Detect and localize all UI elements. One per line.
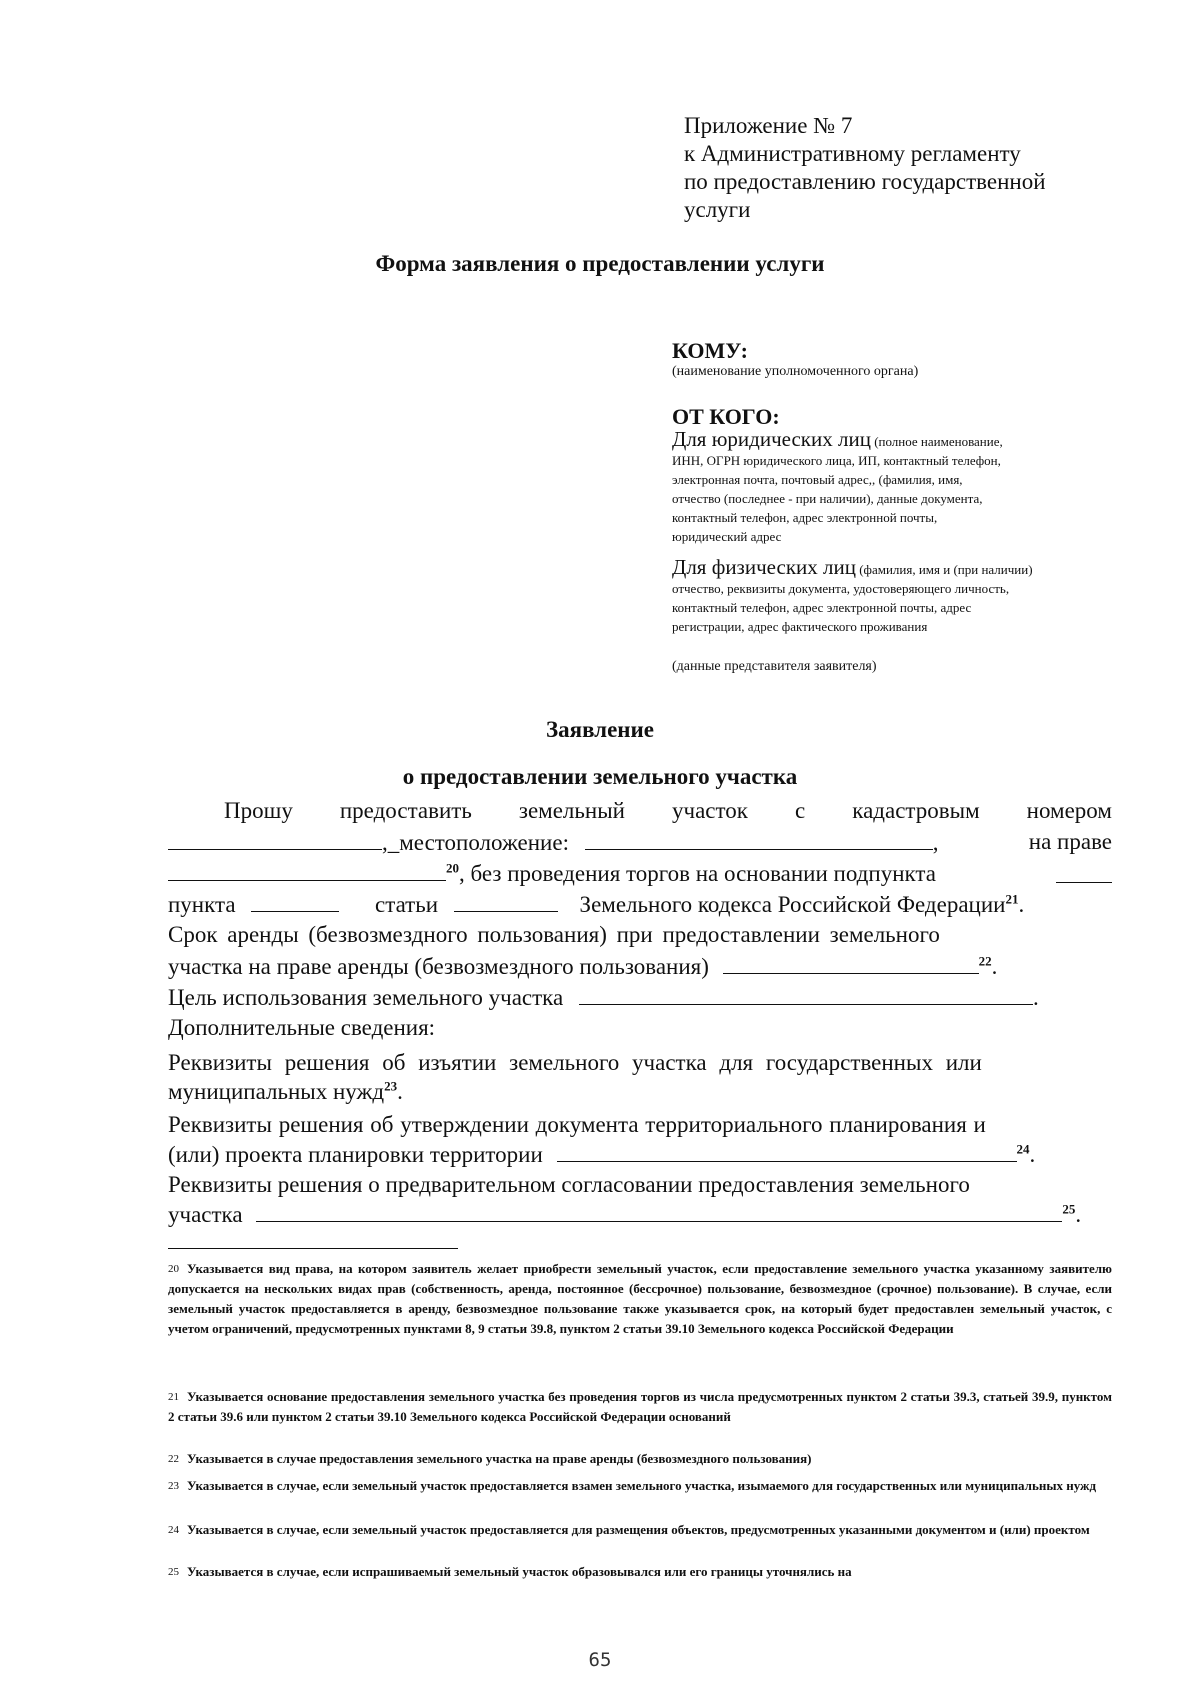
article-label: статьи bbox=[375, 892, 439, 917]
body-line-11 bbox=[168, 1110, 1112, 1139]
sender-legal-text: отчество (последнее - при наличии), данные документа, bbox=[672, 491, 983, 506]
purpose-field[interactable] bbox=[579, 982, 1033, 1005]
page-number: 65 bbox=[588, 1649, 612, 1671]
period: . bbox=[1075, 1202, 1082, 1227]
sender-legal-block bbox=[672, 427, 1122, 546]
sender-phys-text: регистрации, адрес фактического проживания bbox=[672, 619, 928, 634]
right-type-field[interactable] bbox=[168, 858, 446, 881]
footnote-ref: 21 bbox=[1005, 891, 1019, 907]
purpose-label: Цель использования земельного участка bbox=[168, 985, 564, 1010]
footnote-text: Указывается в случае предоставления земельного участка на праве аренды (безвозмездного пользования) bbox=[187, 1451, 812, 1466]
lease-term-field[interactable] bbox=[723, 951, 979, 974]
body-line-5 bbox=[168, 920, 1112, 949]
body-line-12 bbox=[168, 1139, 1112, 1169]
body-line-10 bbox=[168, 1077, 1112, 1106]
footnote-text: Указывается вид права, на котором заявитель желает приобрести земельный участок, если предоставление земельного участка указанному заявителю допускается на нескольких видах прав (собственность, аренда, постоянное (бессрочное) пользование, безвозмездное (срочное) пользование). В случае, если земельный участок предоставляется в аренду, безвозмездное пользование также указывается срок, на который будет предоставлен земельный участок, с учетом ограничений, предусмотренных пунктами 8, 9 статьи 39.8, пунктом 2 статьи 39.10 Земельного кодекса Российской Федерации bbox=[168, 1261, 1112, 1336]
lease-right-text: участка на праве аренды (безвозмездного пользования) bbox=[168, 954, 709, 979]
sender-phys-lead: Для физических лиц bbox=[672, 555, 856, 579]
period: . bbox=[1029, 1142, 1036, 1167]
footnote-22 bbox=[168, 1449, 1112, 1469]
body-word: участок bbox=[672, 798, 748, 823]
body-word: земельный bbox=[518, 798, 625, 823]
seizure-decision-text: Реквизиты решения об изъятии земельного участка для государственных или bbox=[168, 1050, 982, 1075]
body-word: кадастровым bbox=[852, 798, 980, 823]
sender-physical-block bbox=[672, 555, 1122, 636]
body-line-8 bbox=[168, 1013, 1112, 1042]
representative-note: (данные представителя заявителя) bbox=[672, 659, 877, 674]
article-field[interactable] bbox=[454, 889, 558, 912]
sender-phys-text: контактный телефон, адрес электронной почты, адрес bbox=[672, 600, 972, 615]
preliminary-approval-text: Реквизиты решения о предварительном согласовании предоставления земельного bbox=[168, 1172, 970, 1197]
municipal-needs-text: муниципальных нужд bbox=[168, 1079, 385, 1104]
application-subtitle: о предоставлении земельного участка bbox=[402, 764, 798, 789]
comma: , bbox=[932, 830, 939, 855]
body-line-3 bbox=[168, 858, 1112, 888]
planning-project-text: (или) проекта планировки территории bbox=[168, 1142, 543, 1167]
footnote-21 bbox=[168, 1387, 1112, 1427]
body-word: с bbox=[795, 798, 806, 823]
body-word: номером bbox=[1026, 798, 1112, 823]
body-line-4 bbox=[168, 889, 1112, 919]
subpoint-field[interactable] bbox=[1056, 860, 1112, 883]
footnote-text: Указывается в случае, если испрашиваемый земельный участок образовывался или его границы уточнялись на bbox=[187, 1564, 852, 1579]
footnote-text: Указывается в случае, если земельный участок предоставляется для размещения объектов, предусмотренных указанными документом и (или) проектом bbox=[187, 1522, 1090, 1537]
body-line-2 bbox=[168, 827, 1112, 857]
form-title: Форма заявления о предоставлении услуги bbox=[375, 251, 825, 276]
cadastral-number-field[interactable] bbox=[168, 827, 382, 850]
period: . bbox=[1018, 892, 1025, 917]
body-line-7 bbox=[168, 982, 1112, 1012]
footnote-text: Указывается в случае, если земельный участок предоставляется взамен земельного участка, изымаемого для государственных или муниципальных нужд bbox=[187, 1478, 1097, 1493]
planning-decision-text: Реквизиты решения об утверждении документа территориального планирования и bbox=[168, 1112, 986, 1137]
annex-line-2: к Административному регламенту bbox=[684, 141, 1021, 166]
sender-phys-text: (фамилия, имя и (при наличии) bbox=[855, 562, 1033, 577]
footnote-20 bbox=[168, 1259, 1112, 1339]
footnote-24 bbox=[168, 1520, 1112, 1540]
plot-label: участка bbox=[168, 1202, 243, 1227]
footnote-23 bbox=[168, 1476, 1112, 1496]
footnote-number: 25 bbox=[168, 1566, 179, 1578]
footnote-number: 21 bbox=[168, 1391, 179, 1403]
planning-decision-field[interactable] bbox=[557, 1139, 1017, 1162]
footnote-ref: 24 bbox=[1016, 1141, 1030, 1157]
location-label: ,_местоположение: bbox=[382, 830, 569, 855]
footnote-separator bbox=[168, 1248, 458, 1249]
body-line-1 bbox=[168, 796, 1112, 825]
point-field[interactable] bbox=[251, 889, 339, 912]
annex-header bbox=[684, 112, 1046, 224]
land-code-label: Земельного кодекса Российской Федерации bbox=[579, 892, 1006, 917]
sender-phys-text: отчество, реквизиты документа, удостоверяющего личность, bbox=[672, 581, 1010, 596]
footnote-ref: 25 bbox=[1062, 1201, 1076, 1217]
footnote-25 bbox=[168, 1562, 1112, 1582]
sender-legal-text: (полное наименование, bbox=[870, 434, 1003, 449]
sender-legal-text: электронная почта, почтовый адрес,, (фамилия, имя, bbox=[672, 472, 963, 487]
sender-heading: ОТ КОГО: bbox=[672, 404, 780, 429]
footnote-text: Указывается основание предоставления земельного участка без проведения торгов из числа предусмотренных пунктом 2 статьи 39.3, статьей 39.9, пунктом 2 статьи 39.6 или пунктом 2 статьи 39.10 Земельного кодекса Российской Федерации оснований bbox=[168, 1389, 1112, 1424]
annex-line-1: Приложение № 7 bbox=[684, 113, 853, 138]
tender-basis-text: , без проведения торгов на основании подпункта bbox=[459, 861, 936, 886]
period: . bbox=[991, 954, 998, 979]
footnote-ref: 20 bbox=[446, 860, 459, 876]
body-line-14 bbox=[168, 1199, 1112, 1229]
footnote-ref: 22 bbox=[978, 953, 992, 969]
application-title: Заявление bbox=[545, 717, 655, 742]
body-word: Прошу bbox=[224, 798, 293, 823]
body-line-9 bbox=[168, 1048, 1112, 1077]
additional-info-label: Дополнительные сведения: bbox=[168, 1015, 436, 1040]
recipient-note: (наименование уполномоченного органа) bbox=[672, 364, 919, 379]
annex-line-4: услуги bbox=[684, 197, 751, 222]
point-label: пункта bbox=[168, 892, 236, 917]
location-field[interactable] bbox=[585, 827, 933, 850]
footnote-number: 23 bbox=[168, 1480, 179, 1492]
sender-legal-text: контактный телефон, адрес электронной почты, bbox=[672, 510, 938, 525]
right-label: на праве bbox=[1028, 829, 1112, 854]
footnote-number: 22 bbox=[168, 1453, 179, 1465]
period: . bbox=[397, 1079, 403, 1104]
sender-legal-text: юридический адрес bbox=[672, 529, 782, 544]
sender-legal-lead: Для юридических лиц bbox=[672, 427, 871, 451]
footnote-number: 20 bbox=[168, 1263, 179, 1275]
body-line-13 bbox=[168, 1170, 1112, 1199]
preliminary-approval-field[interactable] bbox=[256, 1199, 1062, 1222]
body-word: предоставить bbox=[339, 798, 472, 823]
annex-line-3: по предоставлению государственной bbox=[684, 169, 1046, 194]
period: . bbox=[1032, 985, 1039, 1010]
footnote-ref: 23 bbox=[384, 1078, 398, 1094]
footnote-number: 24 bbox=[168, 1524, 179, 1536]
recipient-heading: КОМУ: bbox=[672, 338, 748, 363]
body-line-6 bbox=[168, 951, 1112, 981]
lease-term-text: Срок аренды (безвозмездного пользования) при предоставлении земельного bbox=[168, 922, 940, 947]
sender-legal-text: ИНН, ОГРН юридического лица, ИП, контактный телефон, bbox=[672, 453, 1001, 468]
